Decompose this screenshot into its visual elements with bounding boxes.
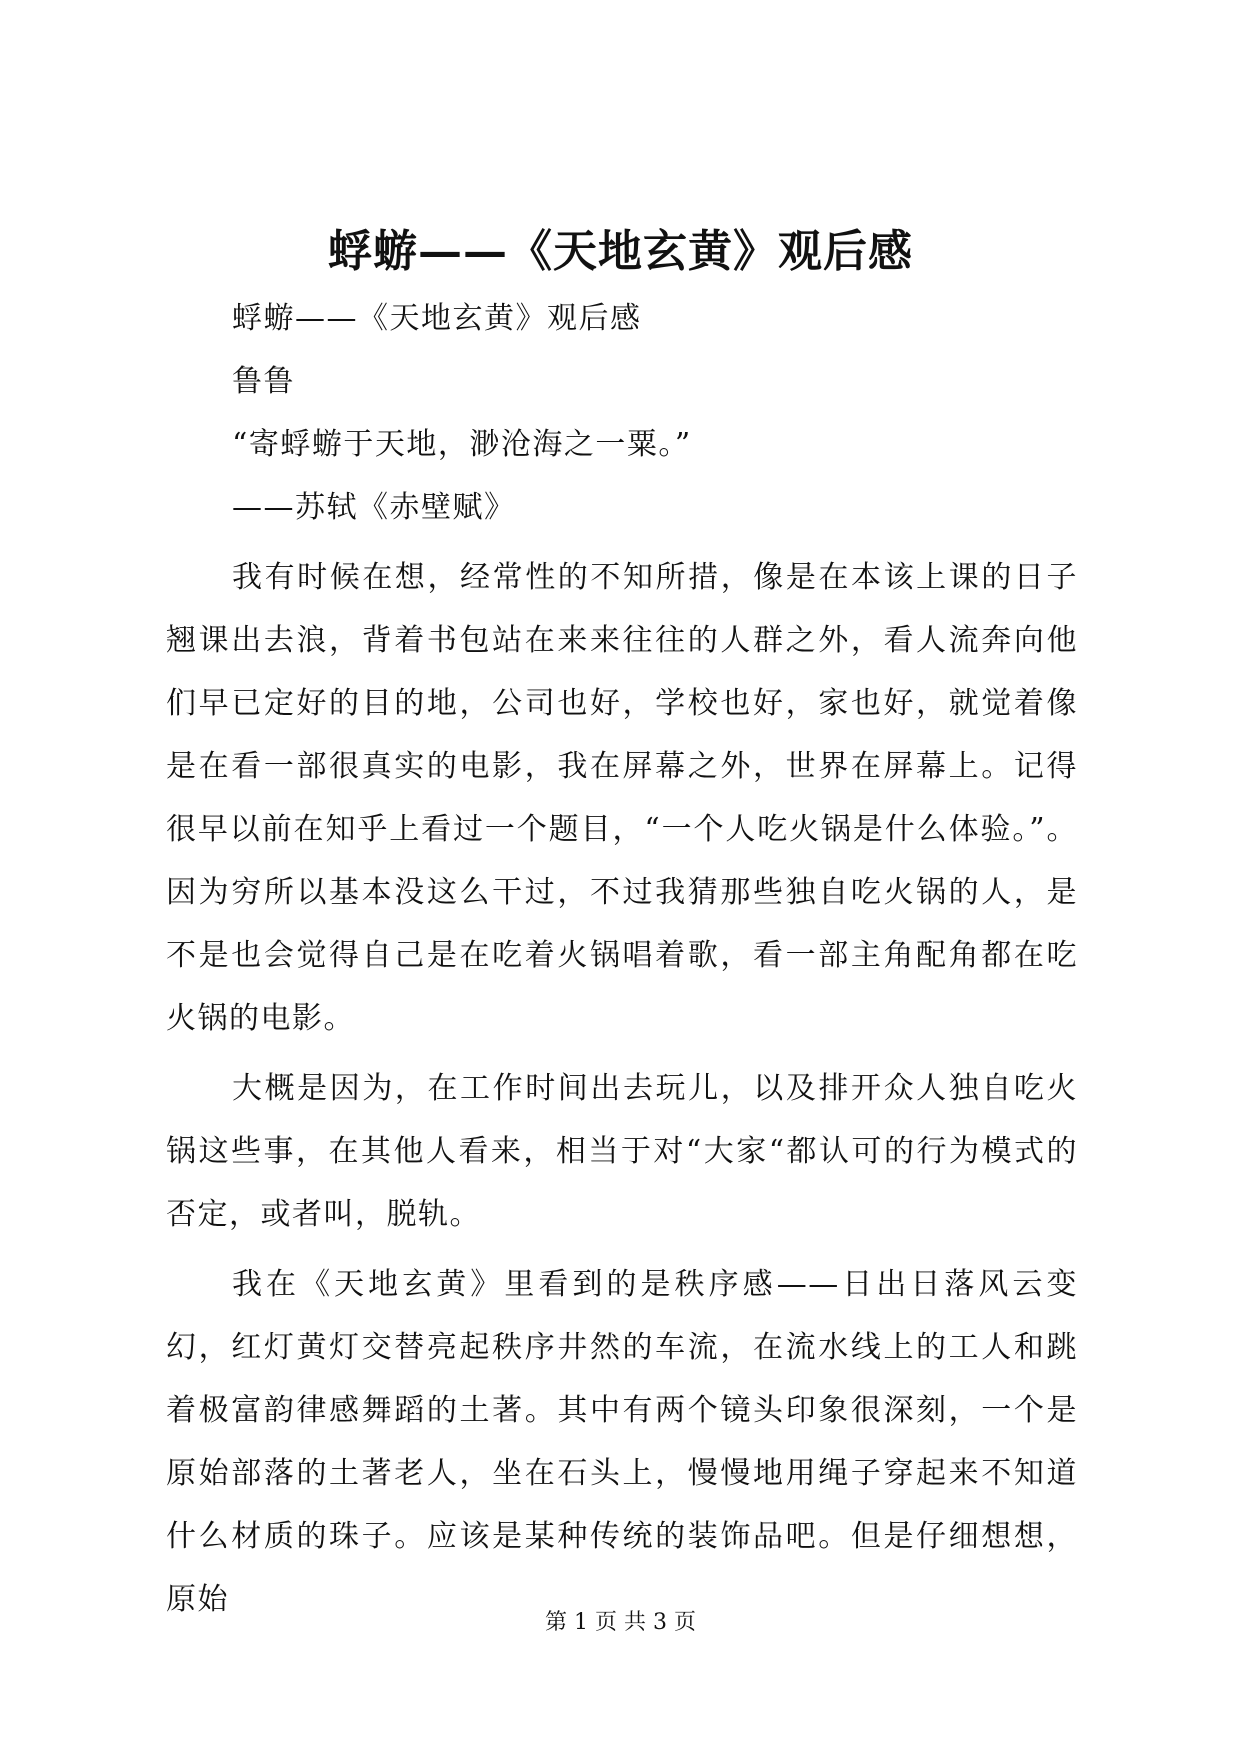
body-paragraph: 大概是因为，在工作时间出去玩儿，以及排开众人独自吃火锅这些事，在其他人看来，相当于对“大家“都认可的行为模式的否定，或者叫，脱轨。 bbox=[166, 1071, 1078, 1232]
document-body bbox=[166, 287, 1078, 1631]
quote-line: “寄蜉蝣于天地，渺沧海之一粟。” bbox=[232, 427, 692, 462]
document-title: 蜉蝣——《天地玄黄》观后感 bbox=[328, 226, 913, 277]
page-number-footer: 第 1 页 共 3 页 bbox=[545, 1610, 696, 1635]
subtitle-line: 蜉蝣——《天地玄黄》观后感 bbox=[232, 301, 642, 336]
author-line: 鲁鲁 bbox=[232, 364, 295, 399]
body-paragraph: 我有时候在想，经常性的不知所措，像是在本该上课的日子翘课出去浪，背着书包站在来来往往的人群之外，看人流奔向他们早已定好的目的地，公司也好，学校也好，家也好，就觉着像是在看一部很真实的电影，我在屏幕之外，世界在屏幕上。记得很早以前在知乎上看过一个题目，“一个人吃火锅是什么体验。”。因为穷所以基本没这么干过，不过我猜那些独自吃火锅的人，是不是也会觉得自己是在吃着火锅唱着歌，看一部主角配角都在吃火锅的电影。 bbox=[166, 560, 1078, 1036]
quote-source-line: ——苏轼《赤壁赋》 bbox=[232, 490, 516, 525]
body-paragraph: 我在《天地玄黄》里看到的是秩序感——日出日落风云变幻，红灯黄灯交替亮起秩序井然的车流，在流水线上的工人和跳着极富韵律感舞蹈的土著。其中有两个镜头印象很深刻，一个是原始部落的土著老人，坐在石头上，慢慢地用绳子穿起来不知道什么材质的珠子。应该是某种传统的装饰品吧。但是仔细想想，原始 bbox=[166, 1267, 1078, 1617]
